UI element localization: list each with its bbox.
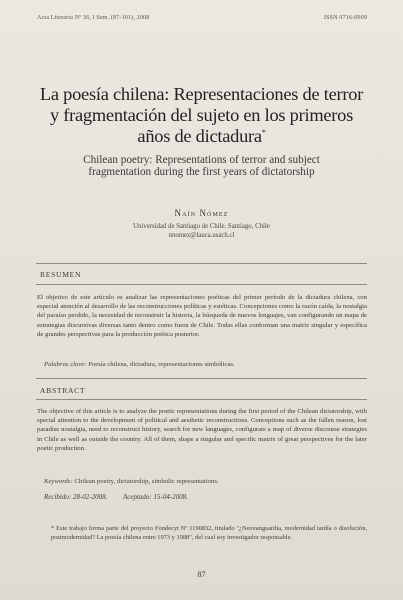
received-date: Recibido: 28-02-2008.: [44, 493, 108, 501]
keywords-en: Chilean poetry, dictatorship, simbolic representations.: [74, 478, 219, 485]
affiliation-text: Universidad de Santiago de Chile. Santiago, Chile: [133, 223, 270, 230]
resumen-text: El objetivo de este artículo es analizar las representaciones poéticas del primer período de la dictadura chilena, con especial atención al desarrollo de las reconstrucciones políticas y estéticas. Concepciones como la razón caída, la nostalgia del paraíso perdido, la necesidad de reconstruir la historia, la búsqueda de nuevos lenguajes, van configurando un mapa de estrategias discursivas diversas tanto dentro como fuera de Chile. Todas ellas conforman una matriz singular y específica de grandes perspectivas para la producción poética posterior.: [37, 294, 367, 338]
page-number: 87: [197, 570, 206, 579]
article-title: [0, 84, 403, 146]
article-subtitle: [0, 154, 403, 179]
author-name-text: Naín Nómez: [174, 208, 229, 218]
author-name: [0, 208, 403, 218]
accepted-date: Aceptado: 15-04-2008.: [123, 493, 188, 501]
footnote-text: * Este trabajo forma parte del proyecto Fondecyt Nº 1190832, titulado "¿Neovanguardia, modernidad tardía o disolución, postmodernidad? La poesía chilena entre 1973 y 1988", del cual soy investigador responsable.: [51, 525, 367, 542]
author-affiliation: [0, 222, 403, 240]
issn: ISSN 0716-0909: [323, 14, 367, 21]
running-header: [37, 14, 367, 21]
keywords-label-es: Palabras clave:: [44, 361, 87, 368]
title-footnote-mark: *: [261, 127, 266, 137]
author-email[interactable]: nnomez@lauca.usach.cl: [168, 232, 235, 240]
abstract-heading: ABSTRACT: [40, 386, 86, 395]
title-line-3-text: años de dictadura: [137, 125, 262, 146]
divider-bottom-resumen-heading: [36, 284, 367, 285]
subtitle-line-2: fragmentation during the first years of dictatorship: [88, 166, 315, 179]
divider-top-abstract: [36, 378, 367, 379]
footnote: [37, 524, 367, 542]
resumen-heading: RESUMEN: [40, 270, 82, 279]
divider-bottom-abstract-heading: [36, 399, 367, 400]
keywords-label-en: Keywords:: [44, 478, 73, 485]
keywords-es: Poesía chilena, dictadura, representaciones simbólicas.: [88, 361, 235, 368]
divider-top-resumen: [36, 263, 367, 264]
title-line-2: y fragmentación del sujeto en los primeros: [49, 104, 354, 125]
subtitle-line-1: Chilean poetry: Representations of terror and subject: [83, 154, 320, 166]
title-line-1: La poesía chilena: Representaciones de terror: [39, 84, 364, 104]
title-line-3: [0, 126, 403, 147]
article-dates: [44, 493, 202, 501]
abstract-keywords: [44, 477, 367, 486]
abstract-text: The objective of this article is to analyze the poetic representations during the first period of the Chilean dictatorship, with special attention to the development of political and aesthetic reconstructions. Conceptions such as the fallen reason, lost paradise nostalgia, need to reconstruct history, search for new languages, configurate a map of diverse discourse strategies in Chile as well as outside the country. All of them, shape a singular and specific matrix of great perspectives for the later poetic production.: [37, 408, 367, 452]
journal-citation: Acta Literaria Nº 36, I Sem. (87-101), 2008: [37, 14, 150, 21]
resumen-keywords: [44, 360, 367, 369]
